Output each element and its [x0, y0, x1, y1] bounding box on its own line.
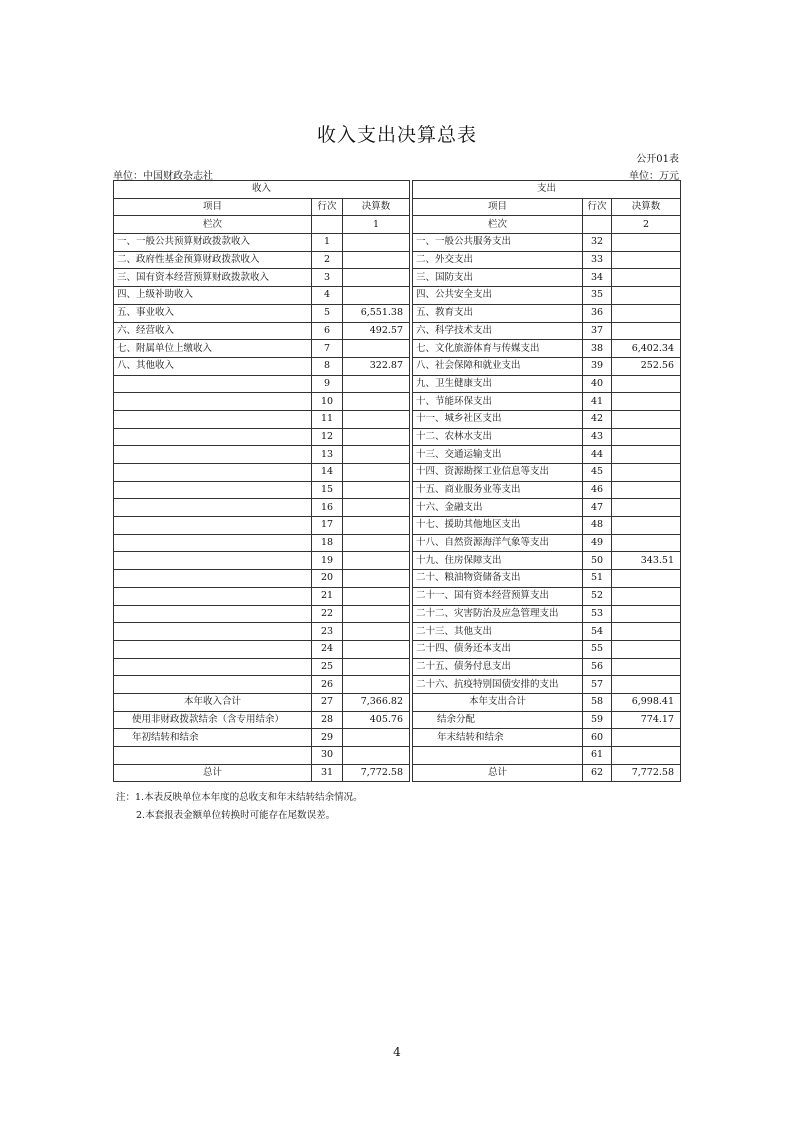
expense-row-no: 56 — [583, 658, 612, 676]
expense-amount — [612, 428, 681, 446]
expense-row-no: 45 — [583, 464, 612, 482]
expense-amount — [612, 658, 681, 676]
expense-item: 八、社会保障和就业支出 — [413, 357, 583, 375]
income-amount — [343, 393, 410, 411]
expense-item: 二十、粮油物资储备支出 — [413, 570, 583, 588]
table-row — [114, 304, 681, 322]
expense-item: 十九、住房保障支出 — [413, 552, 583, 570]
expense-row-no: 43 — [583, 428, 612, 446]
income-item: 二、政府性基金预算财政拨款收入 — [114, 251, 312, 269]
income-row-no-header: 行次 — [312, 198, 343, 216]
expense-item: 结余分配 — [413, 711, 583, 729]
expense-column-2: 2 — [612, 216, 681, 234]
expense-row-no: 52 — [583, 587, 612, 605]
expense-amount — [612, 304, 681, 322]
column-number-row — [114, 216, 681, 234]
expense-amount — [612, 676, 681, 694]
form-code: 公开01表 — [636, 154, 679, 165]
expense-row-no: 46 — [583, 481, 612, 499]
table-row — [114, 605, 681, 623]
expense-item: 二、外交支出 — [413, 251, 583, 269]
expense-row-no: 36 — [583, 304, 612, 322]
table-row — [114, 534, 681, 552]
income-item — [114, 375, 312, 393]
expense-amount: 343.51 — [612, 552, 681, 570]
income-amount — [343, 446, 410, 464]
income-amount — [343, 287, 410, 305]
expense-item: 十四、资源勘探工业信息等支出 — [413, 464, 583, 482]
income-item: 总计 — [114, 764, 312, 782]
income-amount — [343, 747, 410, 765]
note-1: 注：1.本表反映单位本年度的总收支和年末结转结余情况。 — [116, 792, 363, 803]
income-row-no: 10 — [312, 393, 343, 411]
income-row-no: 22 — [312, 605, 343, 623]
table-row — [114, 481, 681, 499]
income-row-no: 4 — [312, 287, 343, 305]
expense-item: 十七、援助其他地区支出 — [413, 517, 583, 535]
expense-amount: 252.56 — [612, 357, 681, 375]
income-row-no: 23 — [312, 623, 343, 641]
expense-amount — [612, 534, 681, 552]
expense-item: 十三、交通运输支出 — [413, 446, 583, 464]
income-item — [114, 676, 312, 694]
income-amount — [343, 676, 410, 694]
expense-row-no: 50 — [583, 552, 612, 570]
income-row-no: 25 — [312, 658, 343, 676]
income-item: 使用非财政拨款结余（含专用结余） — [114, 711, 312, 729]
expense-amount-header: 决算数 — [612, 198, 681, 216]
income-amount: 405.76 — [343, 711, 410, 729]
expense-item: 九、卫生健康支出 — [413, 375, 583, 393]
income-item: 年初结转和结余 — [114, 729, 312, 747]
expense-amount — [612, 322, 681, 340]
expense-item: 十二、农林水支出 — [413, 428, 583, 446]
income-amount — [343, 499, 410, 517]
income-item: 四、上级补助收入 — [114, 287, 312, 305]
income-item — [114, 552, 312, 570]
expense-row-no: 35 — [583, 287, 612, 305]
table-row — [114, 658, 681, 676]
income-row-no: 20 — [312, 570, 343, 588]
income-row-no: 8 — [312, 357, 343, 375]
income-column-1: 1 — [343, 216, 410, 234]
income-row-no: 14 — [312, 464, 343, 482]
income-amount — [343, 481, 410, 499]
page-title: 收入支出决算总表 — [316, 124, 477, 146]
expense-item: 二十三、其他支出 — [413, 623, 583, 641]
expense-amount: 774.17 — [612, 711, 681, 729]
income-item: 八、其他收入 — [114, 357, 312, 375]
note-2: 2.本套报表金额单位转换时可能存在尾数误差。 — [136, 810, 336, 821]
income-item — [114, 481, 312, 499]
expense-amount — [612, 623, 681, 641]
income-item — [114, 640, 312, 658]
income-row-no: 11 — [312, 410, 343, 428]
income-amount — [343, 410, 410, 428]
income-item: 三、国有资本经营预算财政拨款收入 — [114, 269, 312, 287]
income-row-no: 12 — [312, 428, 343, 446]
expense-amount — [612, 234, 681, 252]
summary-row — [114, 747, 681, 765]
income-amount — [343, 729, 410, 747]
income-header: 收入 — [114, 181, 410, 199]
income-amount-header: 决算数 — [343, 198, 410, 216]
budget-table — [113, 180, 681, 782]
income-amount: 492.57 — [343, 322, 410, 340]
income-row-no: 18 — [312, 534, 343, 552]
expense-item: 十一、城乡社区支出 — [413, 410, 583, 428]
expense-row-no: 60 — [583, 729, 612, 747]
expense-amount: 7,772.58 — [612, 764, 681, 782]
column-header-row — [114, 198, 681, 216]
income-row-no: 1 — [312, 234, 343, 252]
expense-row-no: 48 — [583, 517, 612, 535]
income-amount — [343, 570, 410, 588]
income-row-no: 2 — [312, 251, 343, 269]
income-column-no-label: 栏次 — [114, 216, 312, 234]
income-amount — [343, 623, 410, 641]
expense-row-no: 42 — [583, 410, 612, 428]
income-item — [114, 623, 312, 641]
income-item — [114, 534, 312, 552]
expense-amount — [612, 251, 681, 269]
expense-row-no: 47 — [583, 499, 612, 517]
expense-item: 二十六、抗疫特别国债安排的支出 — [413, 676, 583, 694]
income-item — [114, 428, 312, 446]
expense-row-no: 39 — [583, 357, 612, 375]
income-amount — [343, 605, 410, 623]
notes — [116, 789, 363, 825]
income-item: 七、附属单位上缴收入 — [114, 340, 312, 358]
income-row-no: 30 — [312, 747, 343, 765]
expense-item: 十五、商业服务业等支出 — [413, 481, 583, 499]
table-row — [114, 287, 681, 305]
expense-item: 二十四、债务还本支出 — [413, 640, 583, 658]
expense-row-no: 57 — [583, 676, 612, 694]
income-row-no: 24 — [312, 640, 343, 658]
table-row — [114, 428, 681, 446]
table-row — [114, 446, 681, 464]
table-row — [114, 322, 681, 340]
income-item — [114, 499, 312, 517]
expense-amount — [612, 747, 681, 765]
expense-item: 二十二、灾害防治及应急管理支出 — [413, 605, 583, 623]
expense-row-no: 32 — [583, 234, 612, 252]
expense-amount: 6,998.41 — [612, 693, 681, 711]
expense-row-no: 33 — [583, 251, 612, 269]
expense-row-no: 49 — [583, 534, 612, 552]
table-row — [114, 464, 681, 482]
expense-amount — [612, 269, 681, 287]
table-row — [114, 357, 681, 375]
expense-item-header: 项目 — [413, 198, 583, 216]
expense-amount: 6,402.34 — [612, 340, 681, 358]
income-row-no: 31 — [312, 764, 343, 782]
income-row-no: 17 — [312, 517, 343, 535]
expense-row-no: 40 — [583, 375, 612, 393]
income-amount — [343, 234, 410, 252]
expense-item: 三、国防支出 — [413, 269, 583, 287]
expense-amount — [612, 464, 681, 482]
income-amount — [343, 464, 410, 482]
income-row-no: 5 — [312, 304, 343, 322]
income-item: 本年收入合计 — [114, 693, 312, 711]
table-row — [114, 676, 681, 694]
reporting-unit: 单位：中国财政杂志社 — [113, 171, 213, 182]
income-row-no: 27 — [312, 693, 343, 711]
expense-row-no: 51 — [583, 570, 612, 588]
expense-amount — [612, 481, 681, 499]
income-amount — [343, 534, 410, 552]
expense-amount — [612, 605, 681, 623]
expense-row-no: 41 — [583, 393, 612, 411]
income-item: 六、经营收入 — [114, 322, 312, 340]
income-item — [114, 393, 312, 411]
table-row — [114, 517, 681, 535]
income-amount — [343, 640, 410, 658]
expense-item: 年末结转和结余 — [413, 729, 583, 747]
expense-item: 四、公共安全支出 — [413, 287, 583, 305]
expense-item: 七、文化旅游体育与传媒支出 — [413, 340, 583, 358]
page-number: 4 — [393, 1045, 401, 1059]
expense-row-no: 54 — [583, 623, 612, 641]
expense-row-no-header: 行次 — [583, 198, 612, 216]
income-row-no: 21 — [312, 587, 343, 605]
expense-header: 支出 — [413, 181, 681, 199]
income-item — [114, 587, 312, 605]
income-row-no: 3 — [312, 269, 343, 287]
income-row-no: 13 — [312, 446, 343, 464]
expense-column-no-label: 栏次 — [413, 216, 583, 234]
income-item — [114, 446, 312, 464]
expense-amount — [612, 410, 681, 428]
expense-item: 一、一般公共服务支出 — [413, 234, 583, 252]
expense-row-no: 37 — [583, 322, 612, 340]
income-row-no: 26 — [312, 676, 343, 694]
income-row-no: 16 — [312, 499, 343, 517]
income-amount — [343, 269, 410, 287]
currency-unit: 单位：万元 — [629, 171, 679, 182]
expense-amount — [612, 446, 681, 464]
expense-row-no: 55 — [583, 640, 612, 658]
income-item — [114, 464, 312, 482]
expense-item — [413, 747, 583, 765]
table-row — [114, 570, 681, 588]
summary-row — [114, 729, 681, 747]
table-row — [114, 251, 681, 269]
income-amount: 6,551.38 — [343, 304, 410, 322]
summary-row — [114, 764, 681, 782]
income-row-no: 6 — [312, 322, 343, 340]
expense-amount — [612, 587, 681, 605]
expense-amount — [612, 393, 681, 411]
income-row-no: 7 — [312, 340, 343, 358]
income-item — [114, 570, 312, 588]
table-row — [114, 340, 681, 358]
income-item-header: 项目 — [114, 198, 312, 216]
table-row — [114, 393, 681, 411]
income-amount — [343, 428, 410, 446]
income-amount — [343, 251, 410, 269]
income-row-no: 15 — [312, 481, 343, 499]
income-row-no: 29 — [312, 729, 343, 747]
expense-item: 十六、金融支出 — [413, 499, 583, 517]
table-row — [114, 640, 681, 658]
expense-amount — [612, 570, 681, 588]
income-row-no: 19 — [312, 552, 343, 570]
income-amount: 322.87 — [343, 357, 410, 375]
income-amount — [343, 517, 410, 535]
expense-row-no: 44 — [583, 446, 612, 464]
expense-item: 六、科学技术支出 — [413, 322, 583, 340]
expense-item: 二十一、国有资本经营预算支出 — [413, 587, 583, 605]
expense-row-no: 38 — [583, 340, 612, 358]
table-row — [114, 587, 681, 605]
expense-item: 二十五、债务付息支出 — [413, 658, 583, 676]
income-amount: 7,366.82 — [343, 693, 410, 711]
income-item — [114, 747, 312, 765]
income-item — [114, 410, 312, 428]
table-row — [114, 499, 681, 517]
table-row — [114, 269, 681, 287]
expense-row-no: 53 — [583, 605, 612, 623]
income-amount — [343, 375, 410, 393]
income-row-no: 9 — [312, 375, 343, 393]
income-item — [114, 517, 312, 535]
expense-amount — [612, 517, 681, 535]
expense-amount — [612, 375, 681, 393]
expense-row-no: 59 — [583, 711, 612, 729]
expense-amount — [612, 287, 681, 305]
expense-row-no: 58 — [583, 693, 612, 711]
expense-item: 十八、自然资源海洋气象等支出 — [413, 534, 583, 552]
expense-item: 总计 — [413, 764, 583, 782]
income-amount — [343, 587, 410, 605]
expense-amount — [612, 499, 681, 517]
expense-row-no: 62 — [583, 764, 612, 782]
income-amount — [343, 552, 410, 570]
expense-amount — [612, 729, 681, 747]
summary-row — [114, 693, 681, 711]
income-item — [114, 605, 312, 623]
income-amount — [343, 340, 410, 358]
income-row-no: 28 — [312, 711, 343, 729]
expense-item: 本年支出合计 — [413, 693, 583, 711]
expense-row-no: 61 — [583, 747, 612, 765]
table-row — [114, 623, 681, 641]
table-row — [114, 410, 681, 428]
table-row — [114, 552, 681, 570]
expense-item: 五、教育支出 — [413, 304, 583, 322]
expense-row-no: 34 — [583, 269, 612, 287]
expense-amount — [612, 640, 681, 658]
income-item: 五、事业收入 — [114, 304, 312, 322]
income-item: 一、一般公共预算财政拨款收入 — [114, 234, 312, 252]
table-row — [114, 375, 681, 393]
section-header-row — [114, 181, 681, 199]
income-item — [114, 658, 312, 676]
income-amount: 7,772.58 — [343, 764, 410, 782]
income-amount — [343, 658, 410, 676]
table-row — [114, 234, 681, 252]
summary-row — [114, 711, 681, 729]
expense-item: 十、节能环保支出 — [413, 393, 583, 411]
